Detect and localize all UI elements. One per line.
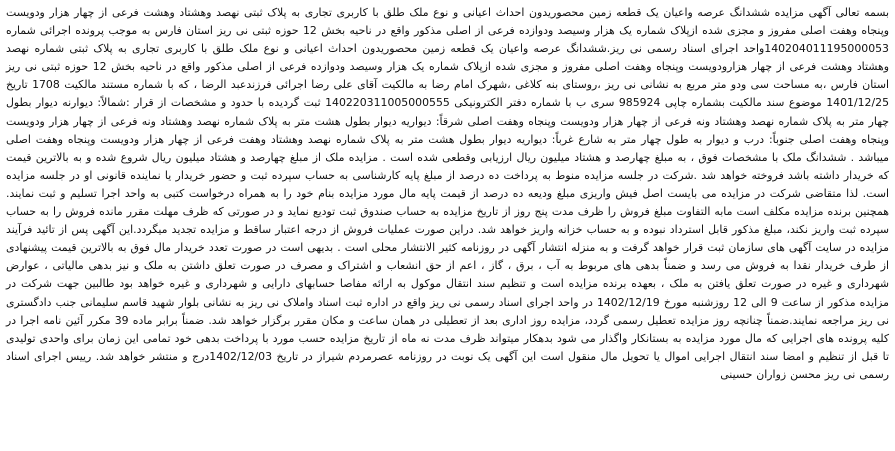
auction-notice-text: بسمه تعالی آگهی مزایده ششدانگ عرصه واعیان یک قطعه زمین محصوریدون احداث اعیانی و نوع ملک طلق با کاربری تجاری به پلاک ثبتی نهصد وهشتاد وهشت فرعی از چهار هزار ودویست وپنجاه وهفت اصلی مفروز و مجزی شده ازپلاک شماره یک هزار وسیصد ودوازده فرعی از اصلی مذکور واقع در ناحیه بخش 12 حوزه ثبتی نی ریز استان فارس به موجب پرونده اجرائی شماره 140204011195000053واحد اجرای اسناد رسمی نی ریز.ششدانگ عرصه واعیان یک قطعه زمین محصوریدون احداث اعیانی و نوع ملک طلق با کاربری تجاری به پلاک ثبتی شماره نهصد وهشتاد وهشت فرعی از چهار هزارودویست وپنجاه وهفت اصلی مفروز و مجزی شده ازپلاک شماره یک هزار وسیصد ودوازده فرعی از اصلی مذکور واقع در ناحیه بخش 12 حوزه ثبتی نی ریز استان فارس ،به مساحت سی ودو متر مربع به نشانی نی ریز ،روستای بنه کلاغی ،شهرک امام رضا به مالکیت آقای علی رضا اجرائی فرزندعبد الرضا ، که با شماره مستند مالکیت 1708 تاریخ 1401/12/25 موضوع سند مالکیت بشماره چاپی 985924 سری ب با شماره دفتر الکترونیکی 140220311005000555 ثبت گردیده با حدود و مشخصات از قرار :شمالاً: دیوارنه دیوار بطول چهار متر به پلاک شماره نهصد وهشتاد ونه فرعی از چهار هزار ودویست وپنجاه وهفت اصلی شرقاً: دیواریه دیوار بطول هشت متر به پلاک شماره نهصد وهشتاد ونه فرعی از چهار هزار ودویست وپنجاه وهفت اصلی جنوباً: درب و دیوار به طول چهار متر به شارع غرباً: دیواریه دیوار بطول هشت متر به پلاک شماره نهصد وهشتاد وهفت فرعی از چهار هزار ودویست وپنجاه وهفت اصلی میباشد . ششدانگ ملک با مشخصات فوق ، به مبلغ چهارصد و هشتاد میلیون ریال ارزیابی وقطعی شده است . مزایده ملک از مبلغ چهارصد و هشتاد میلیون ریال شروع شده و به بالاترین قیمت که خریدار داشته باشد فروخته خواهد شد .شرکت در جلسه مزایده منوط به پرداخت ده درصد از مبلغ پایه کارشناسی به حساب سپرده ثبت و حضور خریدار یا نماینده قانونی او در جلسه مزایده است. لذا متقاضی شرکت در مزایده می بایست اصل فیش واریزی مبلغ ودیعه ده درصد از قیمت پایه مال مورد مزایده بنام خود را به همراه درخواست کتبی به واحد اجرا تسلیم و ثبت نمایند. همچنین برنده مزایده مکلف است مابه التفاوت مبلغ فروش را ظرف مدت پنج روز از تاریخ مزایده به حساب صندوق ثبت تودیع نماید و در صورتی که ظرف مهلت مقرر مانده فروش را به حساب سپرده ثبت واریز نکند، مبلغ مذکور قابل استرداد نبوده و به حساب خزانه واریز خواهد شد. دراین صورت عملیات فروش از درجه اعتبار ساقط و مزایده تجدید میگردد.این آگهی پس از تائید فرآیند مزایده در سایت آگهی های سازمان ثبت قرار خواهد گرفت و به منزله انتشار آگهی در روزنامه کثیر الانتشار محلی است . بدیهی است در صورت تعدد خریدار مال فوق به بالاترین قیمت پیشنهادی از طرف خریدار نقدا به فروش می رسد و ضمناً بدهی های مربوط به آب ، برق ، گاز ، اعم از حق انشعاب و اشتراک و مصرف در صورت تعلق داشتن به ملک و نیز بدهی مالیاتی ، عوارض شهرداری و غیره در صورت تعلق یافتن به ملک ، بعهده برنده مزایده است و تنظیم سند انتقال موکول به ارائه مفاصا حسابهای دارایی و شهرداری و غیره خواهد بود طالبین جهت شرکت در مزایده مذکور از ساعت 9 الی 12 روزشنبه مورخ 1402/12/19 در واحد اجرای اسناد رسمی نی ریز واقع در اداره ثبت اسناد واملاک نی ریز به نشانی بلوار شهید قاسم سلیمانی جنب دادگستری نی ریز مراجعه نمایند.ضمناً چنانچه روز مزایده تعطیل رسمی گردد، مزایده روز اداری بعد از تعطیلی در همان ساعت و مکان مقرر برگزار خواهد شد. ضمناً برابر ماده 39 مکرر آئین نامه اجرا در کلیه پرونده های اجرایی که مال مورد مزایده به بستانکار واگذار می شود بدهکار میتواند ظرف مدت نه ماه از تاریخ مزایده حسب مورد با پرداخت بدهی خود تمامی این زمان برای واحدی تولیدی تا قبل از تنظیم و امضا سند انتقال اجرایی اموال یا تحویل مال منقول است این آگهی یک نوبت در روزنامه عصرمردم شیراز در تاریخ 1402/12/03درج و منتشر خواهد شد. رییس اجرای اسناد رسمی نی ریز محسن زواران حسینی [6,6,890,381]
